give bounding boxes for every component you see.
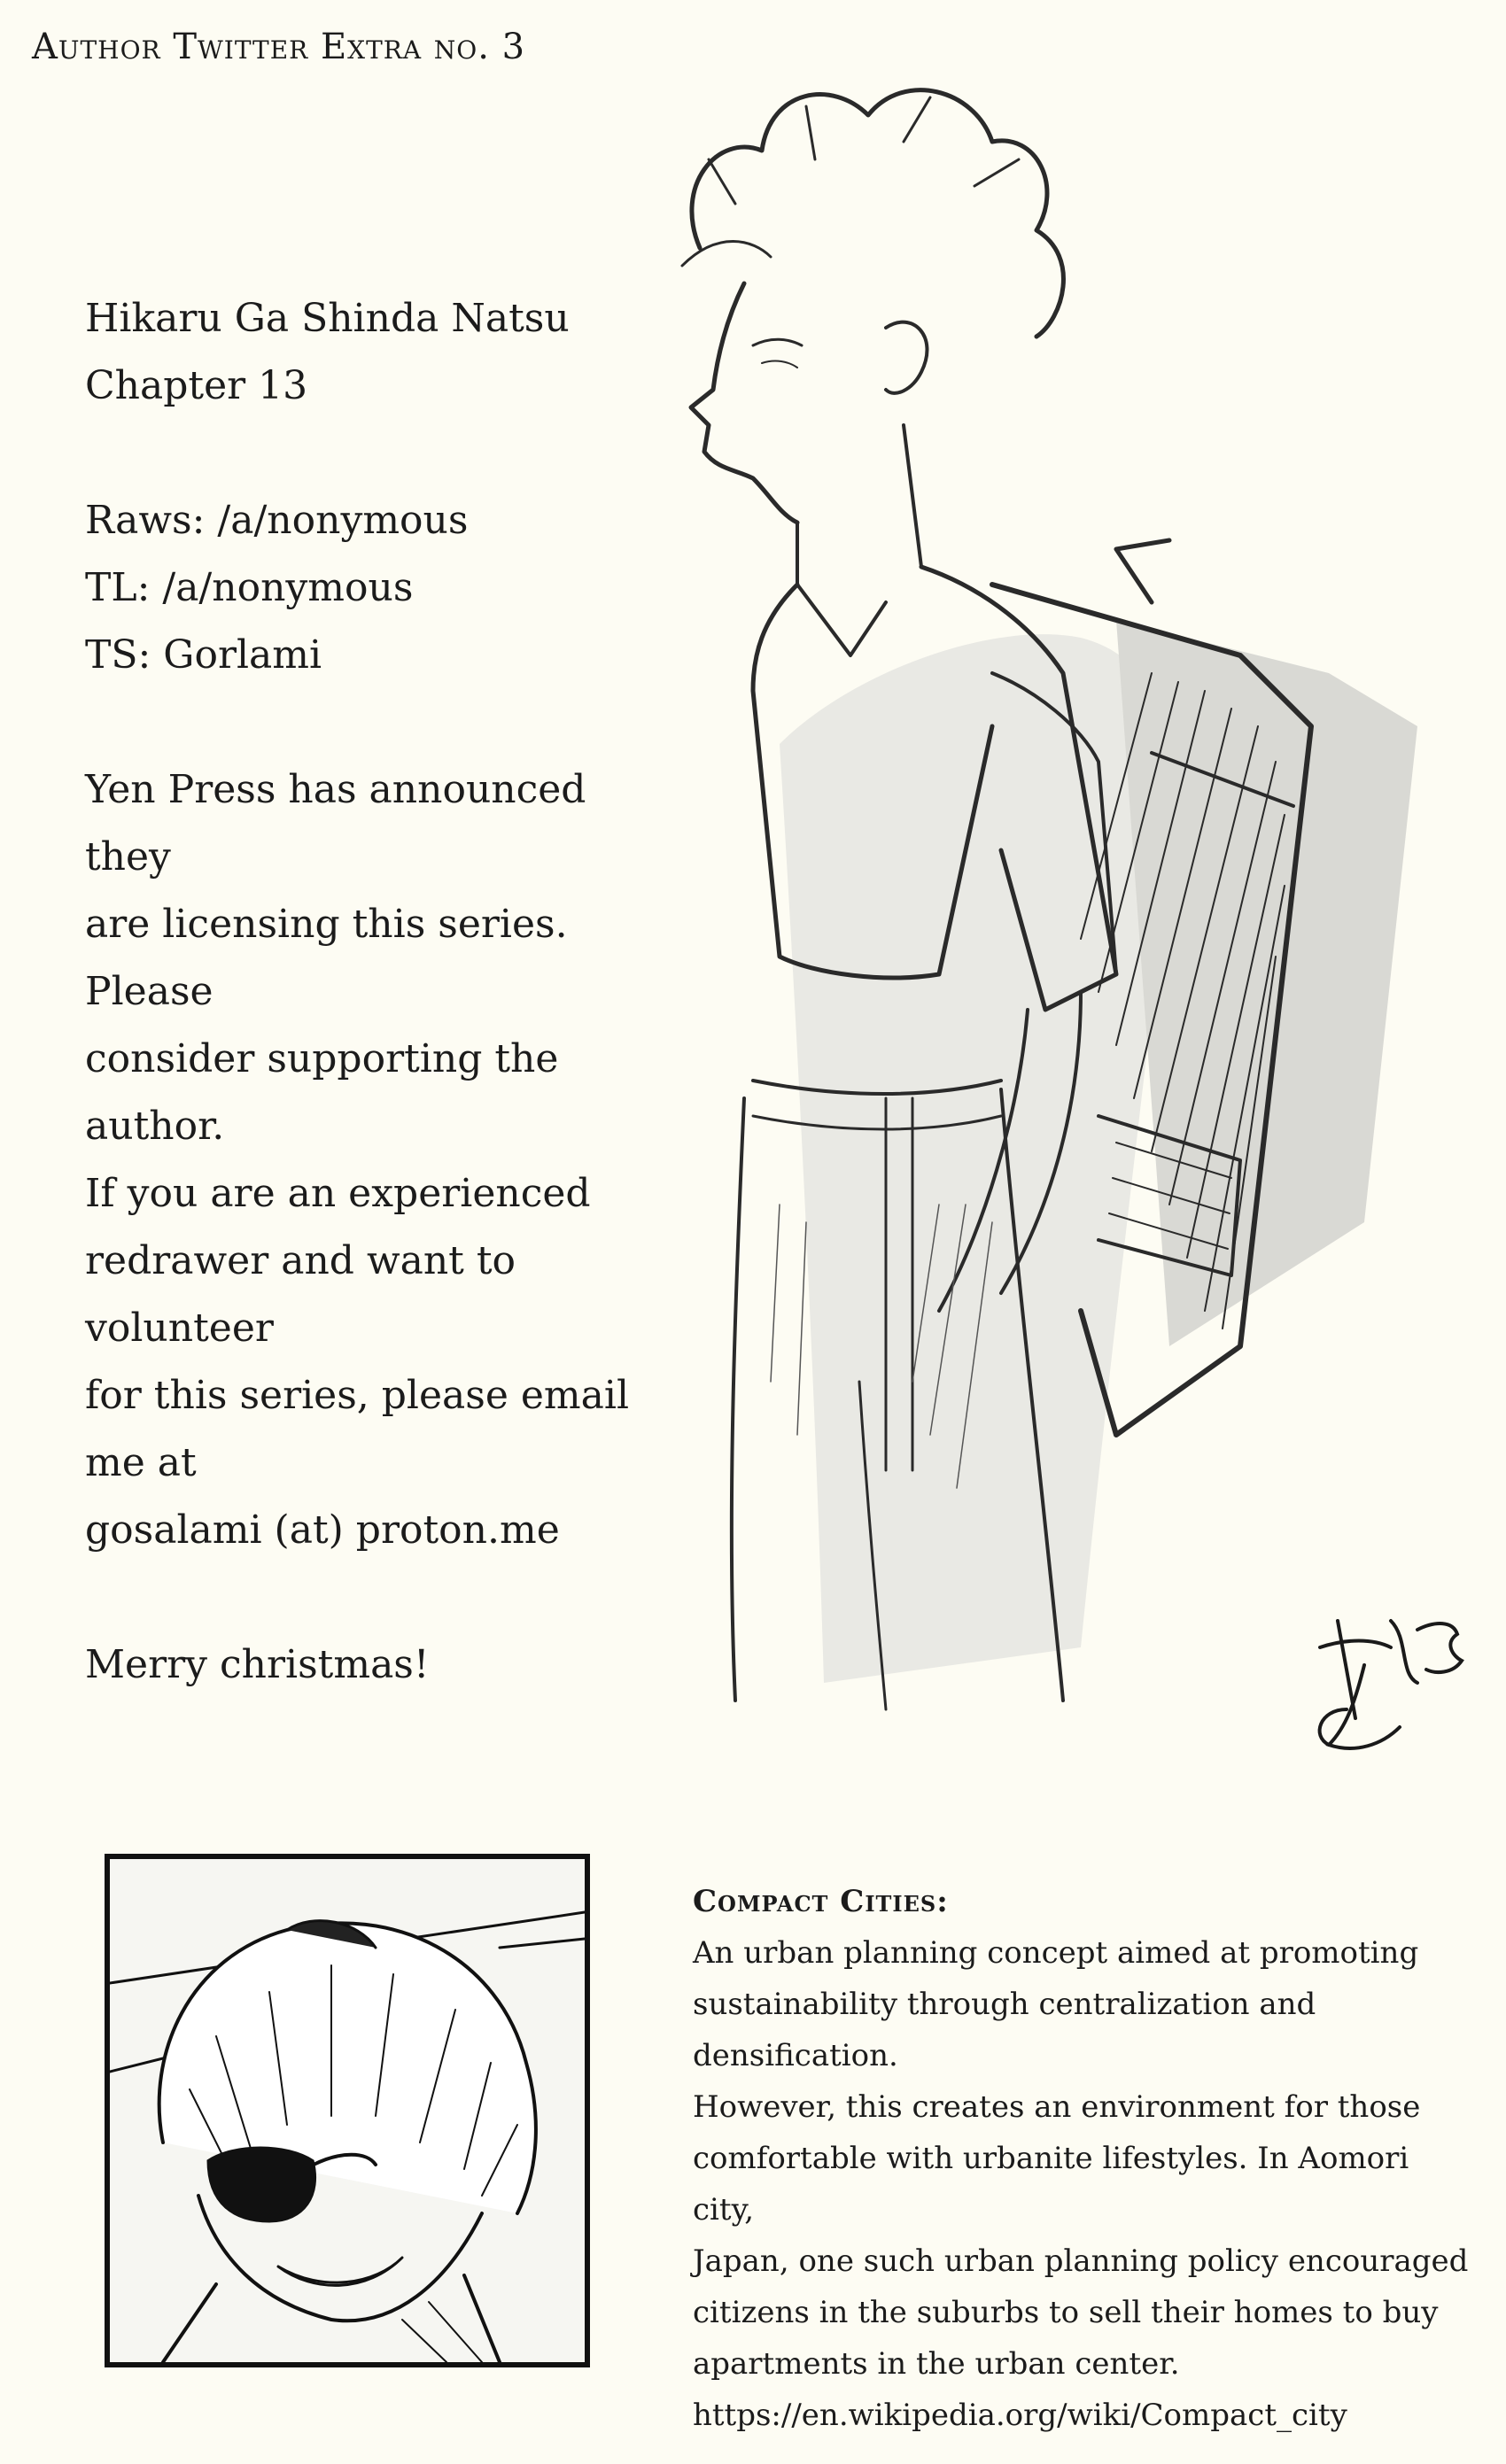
footnote-url: https://en.wikipedia.org/wiki/Compact_city [693,2398,1347,2433]
footnote-line: citizens in the suburbs to sell their homes to buy [693,2295,1439,2330]
notice-email-line: gosalami (at) proton.me [85,1507,560,1553]
notice-line: redrawer and want to volunteer [85,1238,516,1351]
notice-line: If you are an experienced [85,1171,591,1216]
credits-block [85,285,652,1699]
series-title: Hikaru Ga Shinda Natsu [85,296,570,341]
author-signature-icon [1302,1585,1479,1763]
footnote-block [693,1876,1472,2441]
notice-line: are licensing this series. Please [85,902,568,1014]
raws-credit: Raws: /a/nonymous [85,498,469,543]
footnote-line: sustainability through centralization and densification. [693,1987,1316,2073]
closing-message: Merry christmas! [85,1642,430,1687]
footnote-line: Japan, one such urban planning policy encouraged [693,2243,1469,2279]
manga-panel-sunglasses-character [105,1854,590,2367]
notice-line: Yen Press has announced they [85,767,586,879]
footnote-line: An urban planning concept aimed at promoting [693,1935,1419,1971]
page-header-title: Author Twitter Extra no. 3 [32,27,526,67]
footnote-title: Compact Cities: [693,1884,949,1919]
footnote-line: However, this creates an environment for those [693,2089,1421,2125]
chapter-label: Chapter 13 [85,363,308,408]
notice-line: for this series, please email me at [85,1373,630,1485]
sketch-boy-with-bag-illustration [620,53,1506,1754]
footnote-line: apartments in the urban center. [693,2346,1180,2382]
typesetter-credit: TS: Gorlami [85,632,322,678]
footnote-line: comfortable with urbanite lifestyles. In Aomori city, [693,2141,1409,2228]
translator-credit: TL: /a/nonymous [85,565,414,610]
notice-line: consider supporting the author. [85,1036,559,1149]
